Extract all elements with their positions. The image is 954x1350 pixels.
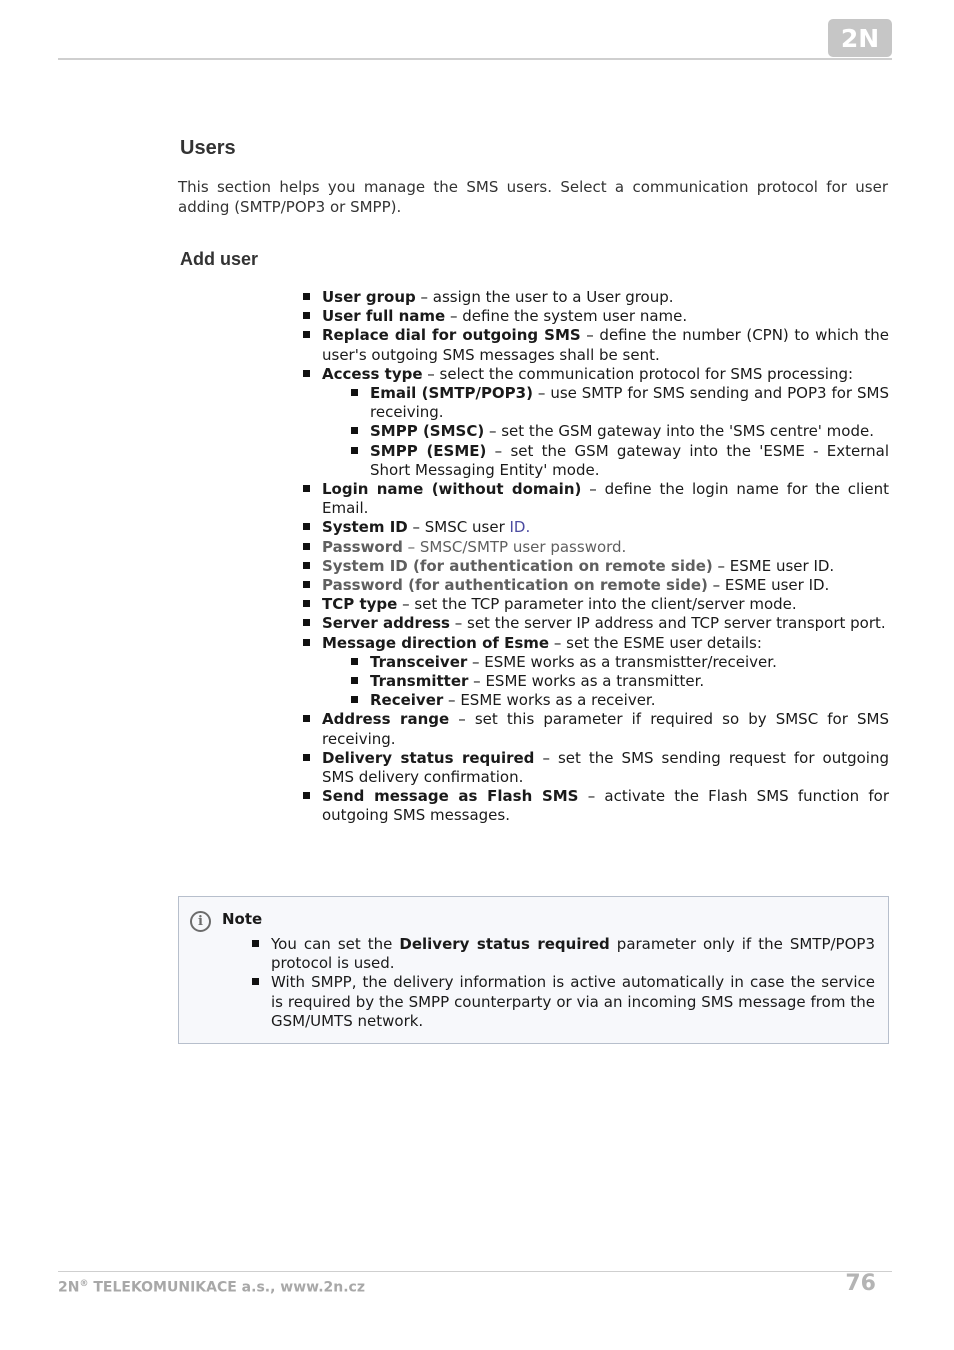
- svg-text:2N: 2N: [840, 25, 880, 51]
- list-item: Access type – select the communication protocol for SMS processing: Email (SMTP/POP3) – use SMTP for SMS sending and POP3 for SMS receiving. SMPP (SMSC) – set the GSM gateway into the 'SMS centre' mode. SMPP (ESME) – set the GSM gateway into the 'ESME - External Short Messaging Entity' mode.: [300, 365, 889, 480]
- section-title: Users: [180, 137, 236, 159]
- list-item: Receiver – ESME works as a receiver.: [348, 691, 889, 710]
- list-item: Server address – set the server IP address and TCP server transport port.: [300, 614, 889, 633]
- list-item: Password – SMSC/SMTP user password.: [300, 538, 889, 557]
- list-item: With SMPP, the delivery information is active automatically in case the service is required by the SMPP counterparty or via an incoming SMS message from the GSM/UMTS network.: [249, 973, 875, 1031]
- logo-2n-glyph: [833, 25, 887, 51]
- list-item: SMPP (ESME) – set the GSM gateway into the 'ESME - External Short Messaging Entity' mode.: [348, 442, 889, 480]
- list-item: System ID (for authentication on remote side) – ESME user ID.: [300, 557, 889, 576]
- list-item: SMPP (SMSC) – set the GSM gateway into the 'SMS centre' mode.: [348, 422, 889, 441]
- section-intro: This section helps you manage the SMS users. Select a communication protocol for user adding (SMTP/POP3 or SMPP).: [178, 178, 888, 216]
- access-type-options: [322, 384, 889, 480]
- list-item: You can set the Delivery status required parameter only if the SMTP/POP3 protocol is used.: [249, 935, 875, 973]
- info-icon: i: [190, 911, 211, 932]
- esme-direction-options: [322, 653, 889, 711]
- list-item: Address range – set this parameter if required so by SMSC for SMS receiving.: [300, 710, 889, 748]
- note-box: [178, 896, 889, 1044]
- brand-logo: [828, 19, 892, 57]
- list-item: System ID – SMSC user ID.: [300, 518, 889, 537]
- list-item: Transceiver – ESME works as a transmistter/receiver.: [348, 653, 889, 672]
- footer-company: 2N® TELEKOMUNIKACE a.s., www.2n.cz: [58, 1279, 365, 1296]
- list-item: TCP type – set the TCP parameter into the client/server mode.: [300, 595, 889, 614]
- header-rule: [58, 58, 892, 60]
- list-item: Transmitter – ESME works as a transmitter.: [348, 672, 889, 691]
- list-item: Message direction of Esme – set the ESME user details: Transceiver – ESME works as a transmistter/receiver. Transmitter – ESME works as a transmitter. Receiver – ESME works as a receiver.: [300, 634, 889, 711]
- add-user-parameter-list: [300, 288, 889, 826]
- footer-rule: [58, 1271, 892, 1272]
- list-item: Replace dial for outgoing SMS – define the number (CPN) to which the user's outgoing SMS messages shall be sent.: [300, 326, 889, 364]
- list-item: Delivery status required – set the SMS sending request for outgoing SMS delivery confirmation.: [300, 749, 889, 787]
- list-item: Send message as Flash SMS – activate the Flash SMS function for outgoing SMS messages.: [300, 787, 889, 825]
- note-list: [249, 935, 875, 1031]
- list-item: Password (for authentication on remote side) – ESME user ID.: [300, 576, 889, 595]
- list-item: Login name (without domain) – define the login name for the client Email.: [300, 480, 889, 518]
- list-item: User full name – define the system user name.: [300, 307, 889, 326]
- list-item: Email (SMTP/POP3) – use SMTP for SMS sending and POP3 for SMS receiving.: [348, 384, 889, 422]
- note-title: Note: [222, 910, 263, 928]
- list-item: User group – assign the user to a User group.: [300, 288, 889, 307]
- page-number: 76: [845, 1271, 876, 1296]
- subsection-title: Add user: [180, 249, 259, 269]
